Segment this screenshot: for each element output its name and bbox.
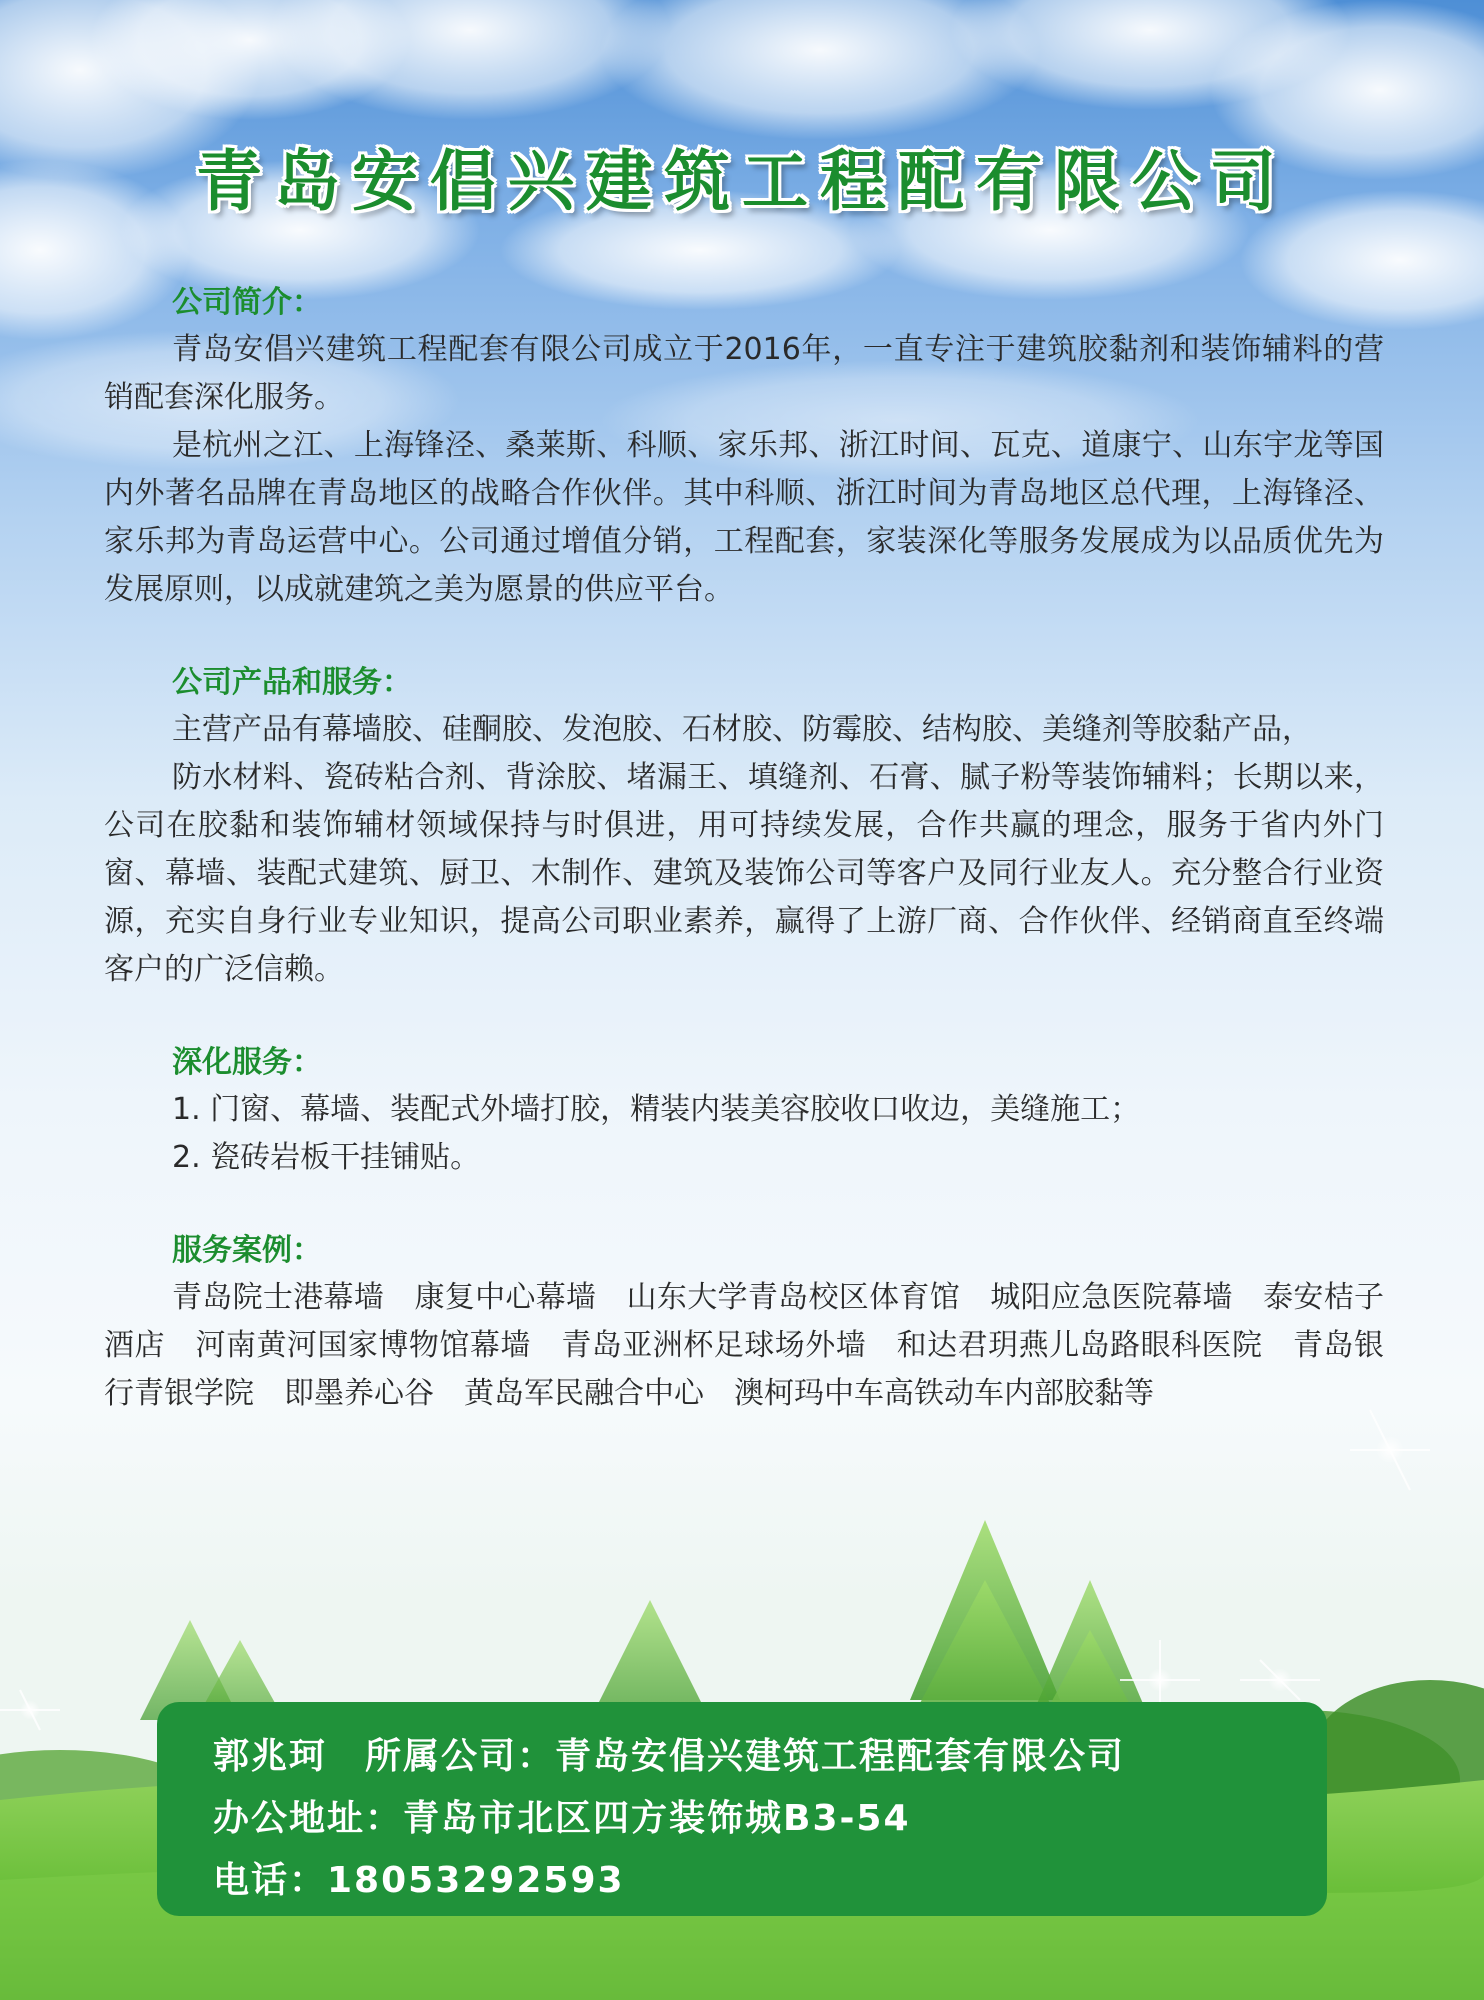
intro-heading: 公司简介： (172, 285, 322, 320)
products-heading: 公司产品和服务： (172, 665, 412, 700)
products-paragraph-1: 主营产品有幕墙胶、硅酮胶、发泡胶、石材胶、防霉胶、结构胶、美缝剂等胶黏产品， (172, 712, 1312, 747)
cases-heading: 服务案例： (172, 1233, 322, 1268)
contact-box (157, 1702, 1327, 1916)
contact-phone-line: 电话：18053292593 (213, 1860, 625, 1901)
intro-paragraph-2: 是杭州之江、上海锋泾、桑莱斯、科顺、家乐邦、浙江时间、瓦克、道康宁、山东宇龙等国内外著名品牌在青岛地区的战略合作伙伴。其中科顺、浙江时间为青岛地区总代理，上海锋泾、家乐邦为青岛运营中心。公司通过增值分销，工程配套，家装深化等服务发展成为以品质优先为发展原则，以成就建筑之美为愿景的供应平台。 (104, 428, 1384, 607)
contact-address-line: 办公地址：青岛市北区四方装饰城B3-54 (213, 1798, 911, 1839)
products-paragraph-2: 防水材料、瓷砖粘合剂、背涂胶、堵漏王、填缝剂、石膏、腻子粉等装饰辅料；长期以来，公司在胶黏和装饰辅材领域保持与时俱进，用可持续发展，合作共赢的理念，服务于省内外门窗、幕墙、装配式建筑、厨卫、木制作、建筑及装饰公司等客户及同行业友人。充分整合行业资源，充实自身行业专业知识，提高公司职业素养，赢得了上游厂商、合作伙伴、经销商直至终端客户的广泛信赖。 (104, 760, 1384, 987)
services-heading: 深化服务： (172, 1045, 322, 1080)
services-item-2: 2. 瓷砖岩板干挂铺贴。 (172, 1140, 481, 1175)
company-title: 青岛安倡兴建筑工程配有限公司 (196, 143, 1288, 220)
cases-paragraph: 青岛院士港幕墙 康复中心幕墙 山东大学青岛校区体育馆 城阳应急医院幕墙 泰安桔子酒店 河南黄河国家博物馆幕墙 青岛亚洲杯足球场外墙 和达君玥燕儿岛路眼科医院 青岛银行青银学院 即墨养心谷 黄岛军民融合中心 澳柯玛中车高铁动车内部胶黏等 (104, 1280, 1384, 1411)
services-item-1: 1. 门窗、幕墙、装配式外墙打胶，精装内装美容胶收口收边，美缝施工； (172, 1092, 1141, 1127)
content-area (104, 280, 1384, 1418)
intro-paragraph-1: 青岛安倡兴建筑工程配套有限公司成立于2016年，一直专注于建筑胶黏剂和装饰辅料的营销配套深化服务。 (104, 332, 1384, 415)
contact-company-line: 郭兆珂 所属公司：青岛安倡兴建筑工程配套有限公司 (213, 1736, 1126, 1777)
